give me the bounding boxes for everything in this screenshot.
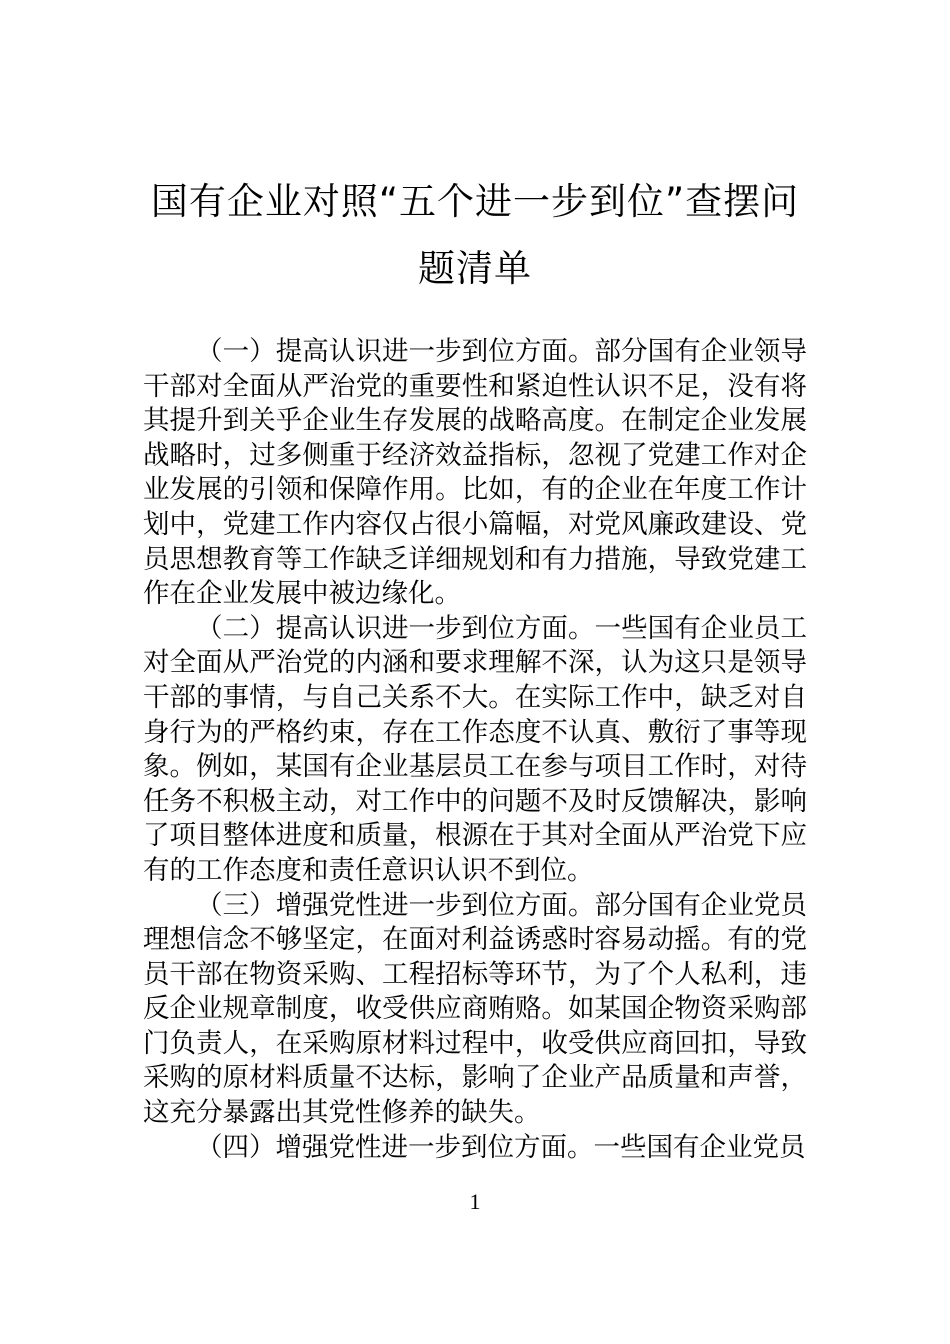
document-body	[143, 335, 807, 1165]
page-number: 1	[469, 1189, 481, 1214]
page-title: 国有企业对照“五个进一步到位”查摆问题清单	[150, 180, 800, 290]
paragraph-2: （二）提高认识进一步到位方面。一些国有企业员工对全面从严治党的内涵和要求理解不深，认为这只是领导干部的事情，与自己关系不大。在实际工作中，缺乏对自身行为的严格约束，存在工作态度不认真、敷衍了事等现象。例如，某国有企业基层员工在参与项目工作时，对待任务不积极主动，对工作中的问题不及时反馈解决，影响了项目整体进度和质量，根源在于其对全面从严治党下应有的工作态度和责任意识认识不到位。	[143, 612, 807, 886]
paragraph-1: （一）提高认识进一步到位方面。部分国有企业领导干部对全面从严治党的重要性和紧迫性认识不足，没有将其提升到关乎企业生存发展的战略高度。在制定企业发展战略时，过多侧重于经济效益指标，忽视了党建工作对企业发展的引领和保障作用。比如，有的企业在年度工作计划中，党建工作内容仅占很小篇幅，对党风廉政建设、党员思想教育等工作缺乏详细规划和有力措施，导致党建工作在企业发展中被边缘化。	[143, 336, 807, 610]
paragraph-4: （四）增强党性进一步到位方面。一些国有企业党员	[196, 1131, 806, 1163]
paragraph-3: （三）增强党性进一步到位方面。部分国有企业党员理想信念不够坚定，在面对利益诱惑时容易动摇。有的党员干部在物资采购、工程招标等环节，为了个人私利，违反企业规章制度，收受供应商贿赂。如某国企物资采购部门负责人，在采购原材料过程中，收受供应商回扣，导致采购的原材料质量不达标，影响了企业产品质量和声誉，这充分暴露出其党性修养的缺失。	[143, 889, 807, 1129]
